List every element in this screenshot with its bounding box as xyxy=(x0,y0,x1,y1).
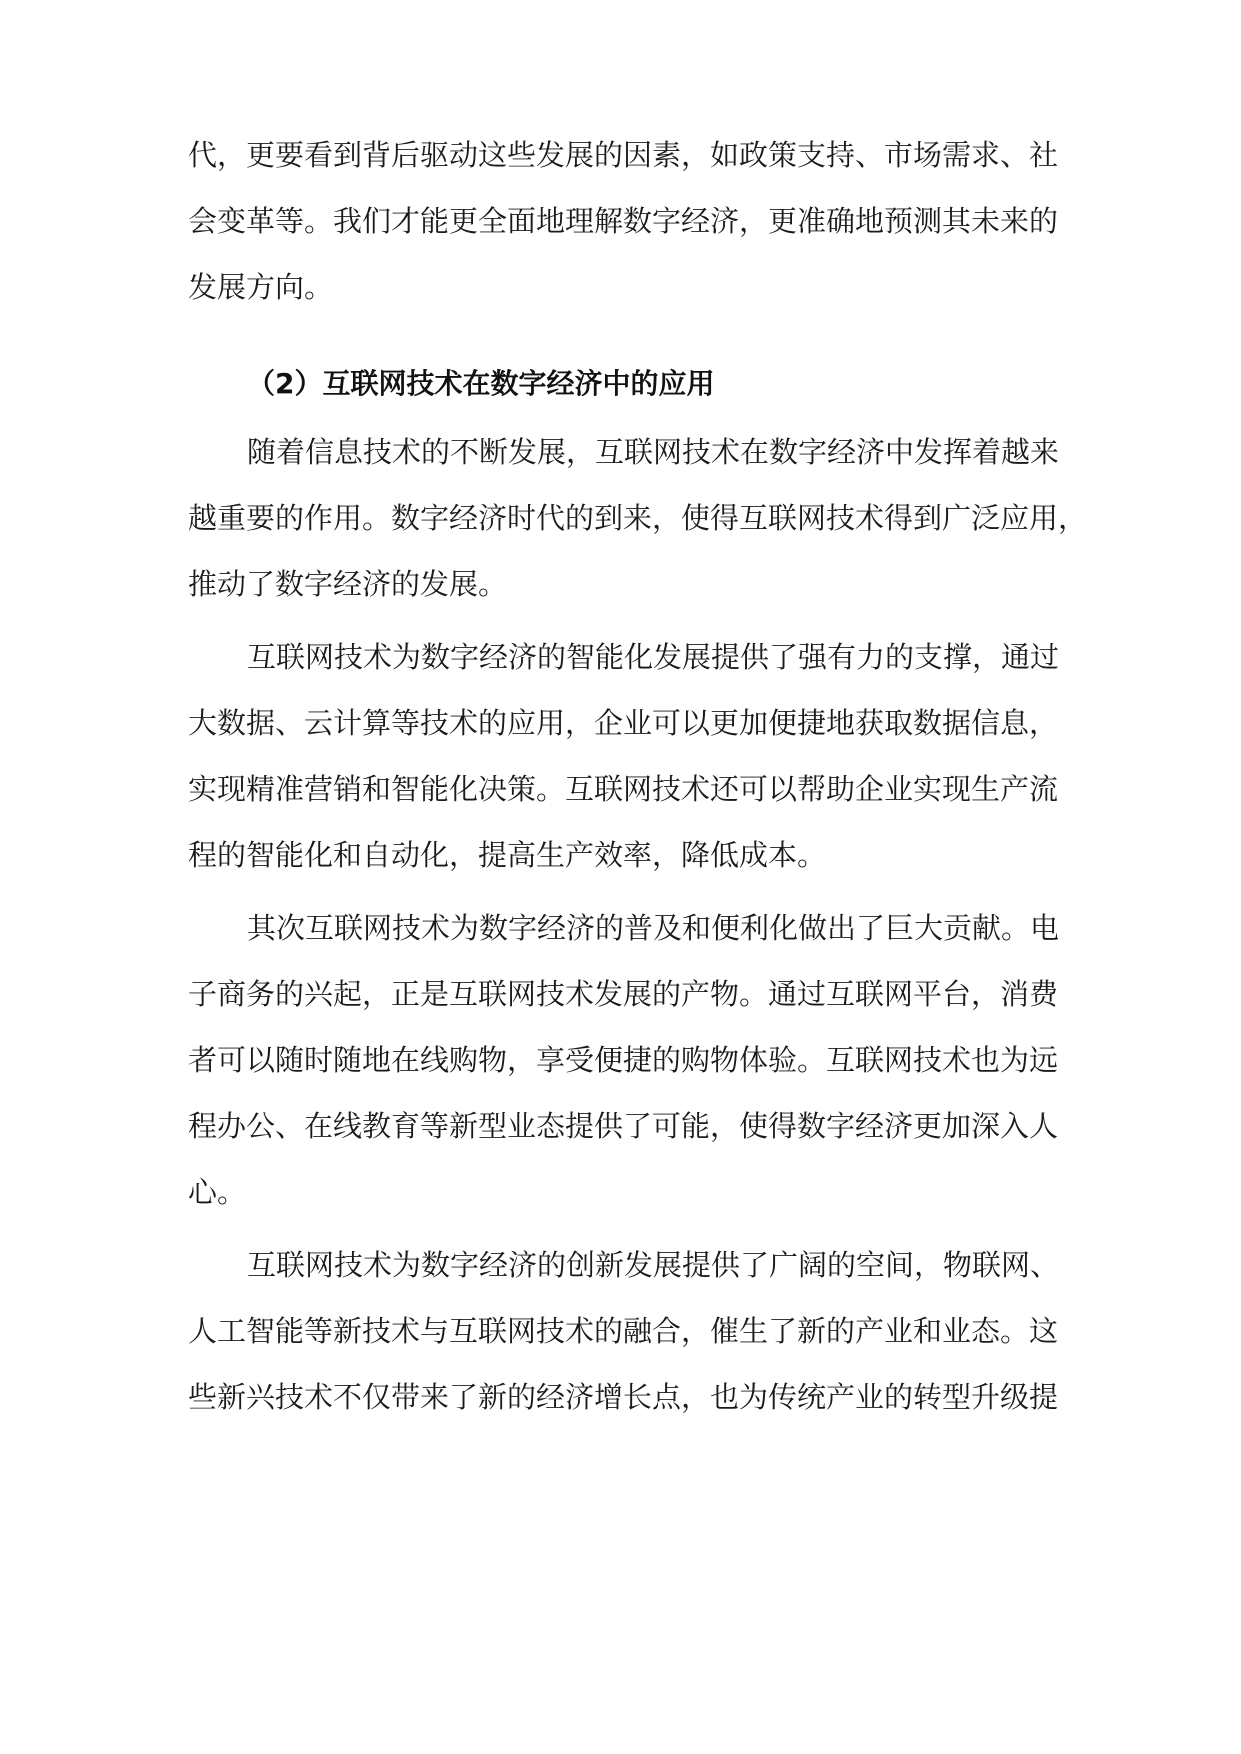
text-line: 些新兴技术不仅带来了新的经济增长点，也为传统产业的转型升级提 xyxy=(188,1380,1059,1414)
text-line: 大数据、云计算等技术的应用，企业可以更加便捷地获取数据信息， xyxy=(188,706,1059,740)
text-line: 互联网技术为数字经济的智能化发展提供了强有力的支撑，通过 xyxy=(247,640,1060,674)
text-line: 实现精准营销和智能化决策。互联网技术还可以帮助企业实现生产流 xyxy=(188,772,1059,806)
text-line: 推动了数字经济的发展。 xyxy=(188,567,508,601)
text-line: 发展方向。 xyxy=(188,270,334,304)
text-line: 人工智能等新技术与互联网技术的融合，催生了新的产业和业态。这 xyxy=(188,1314,1059,1348)
text-line: 程的智能化和自动化，提高生产效率，降低成本。 xyxy=(188,838,827,872)
text-line: 子商务的兴起，正是互联网技术发展的产物。通过互联网平台，消费 xyxy=(188,977,1059,1011)
text-line: 互联网技术为数字经济的创新发展提供了广阔的空间，物联网、 xyxy=(247,1248,1060,1282)
text-line: 随着信息技术的不断发展，互联网技术在数字经济中发挥着越来 xyxy=(247,435,1060,469)
text-line: 其次互联网技术为数字经济的普及和便利化做出了巨大贡献。电 xyxy=(247,911,1060,945)
text-line: 越重要的作用。数字经济时代的到来，使得互联网技术得到广泛应用， xyxy=(188,501,1088,535)
text-line: 心。 xyxy=(188,1175,247,1209)
text-line: 者可以随时随地在线购物，享受便捷的购物体验。互联网技术也为远 xyxy=(188,1043,1059,1077)
text-line: 代，更要看到背后驱动这些发展的因素，如政策支持、市场需求、社 xyxy=(188,138,1059,172)
text-line: 会变革等。我们才能更全面地理解数字经济，更准确地预测其未来的 xyxy=(188,204,1059,238)
section-heading: （2）互联网技术在数字经济中的应用 xyxy=(247,367,715,400)
text-line: 程办公、在线教育等新型业态提供了可能，使得数字经济更加深入人 xyxy=(188,1109,1059,1143)
